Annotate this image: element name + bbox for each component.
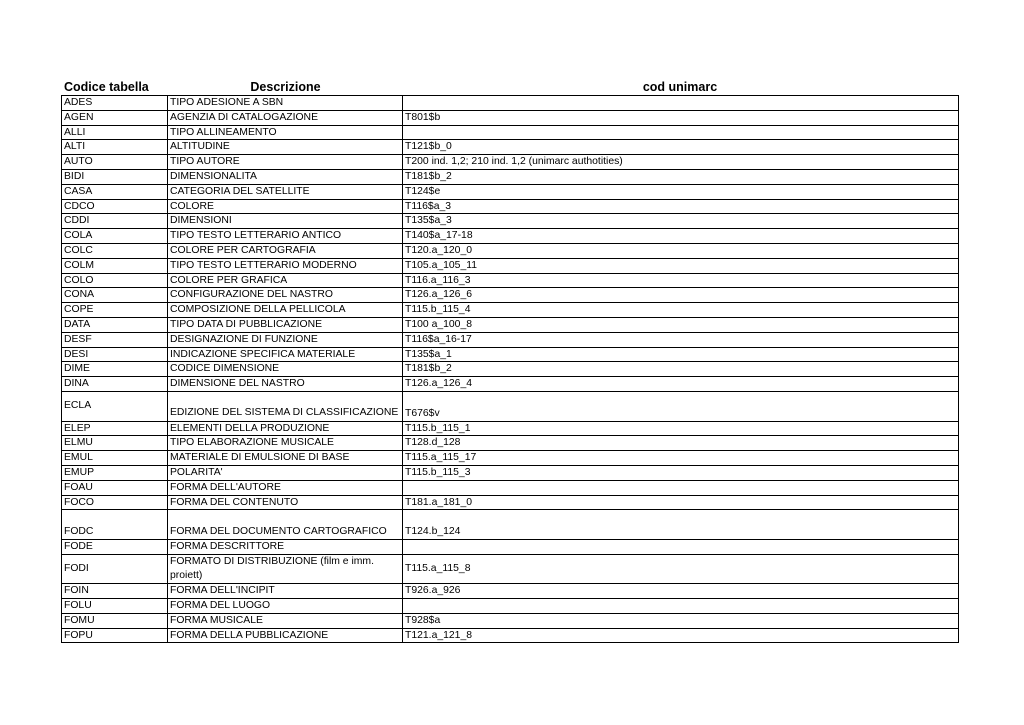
table-row — [62, 391, 959, 421]
cell-description: FORMA MUSICALE — [168, 613, 403, 628]
table-row — [62, 229, 959, 244]
table-row — [62, 465, 959, 480]
cell-code: ELEP — [62, 421, 168, 436]
cell-description: ELEMENTI DELLA PRODUZIONE — [168, 421, 403, 436]
cell-description: FORMA DEL DOCUMENTO CARTOGRAFICO — [168, 510, 403, 540]
cell-unimarc — [403, 539, 959, 554]
cell-code: EMUL — [62, 451, 168, 466]
cell-unimarc: T181.a_181_0 — [403, 495, 959, 510]
table-row — [62, 451, 959, 466]
cell-code: FOCO — [62, 495, 168, 510]
table-row — [62, 362, 959, 377]
cell-code: DATA — [62, 317, 168, 332]
table-row — [62, 169, 959, 184]
table-row — [62, 377, 959, 392]
table-row — [62, 303, 959, 318]
cell-code: CDCO — [62, 199, 168, 214]
cell-unimarc: T126.a_126_4 — [403, 377, 959, 392]
cell-description: FORMA DELLA PUBBLICAZIONE — [168, 628, 403, 643]
table-row — [62, 539, 959, 554]
cell-description: COMPOSIZIONE DELLA PELLICOLA — [168, 303, 403, 318]
cell-unimarc: T926.a_926 — [403, 584, 959, 599]
cell-unimarc: T115.b_115_1 — [403, 421, 959, 436]
cell-description: TIPO ALLINEAMENTO — [168, 125, 403, 140]
cell-description: TIPO DATA DI PUBBLICAZIONE — [168, 317, 403, 332]
cell-code: AGEN — [62, 110, 168, 125]
cell-unimarc: T124$e — [403, 184, 959, 199]
table-row — [62, 125, 959, 140]
table-row — [62, 554, 959, 584]
cell-description: TIPO ELABORAZIONE MUSICALE — [168, 436, 403, 451]
header-descrizione: Descrizione — [250, 80, 321, 94]
cell-code: ELMU — [62, 436, 168, 451]
cell-description: POLARITA' — [168, 465, 403, 480]
cell-code: COLC — [62, 243, 168, 258]
cell-code: DIME — [62, 362, 168, 377]
cell-description: CONFIGURAZIONE DEL NASTRO — [168, 288, 403, 303]
table-row — [62, 243, 959, 258]
cell-description: DIMENSIONE DEL NASTRO — [168, 377, 403, 392]
cell-code: BIDI — [62, 169, 168, 184]
cell-code: CONA — [62, 288, 168, 303]
code-table-body — [62, 96, 959, 643]
cell-code: FOMU — [62, 613, 168, 628]
header-codice-tabella: Codice tabella — [64, 80, 149, 94]
cell-code: COPE — [62, 303, 168, 318]
table-row — [62, 288, 959, 303]
cell-code: CASA — [62, 184, 168, 199]
cell-unimarc: T928$a — [403, 613, 959, 628]
cell-unimarc: T121.a_121_8 — [403, 628, 959, 643]
table-row — [62, 140, 959, 155]
cell-description: TIPO AUTORE — [168, 155, 403, 170]
header-cod-unimarc: cod unimarc — [642, 80, 718, 94]
cell-unimarc: T181$b_2 — [403, 362, 959, 377]
cell-code: ALTI — [62, 140, 168, 155]
cell-code: AUTO — [62, 155, 168, 170]
cell-unimarc: T135$a_1 — [403, 347, 959, 362]
cell-description: TIPO ADESIONE A SBN — [168, 96, 403, 111]
cell-description: EDIZIONE DEL SISTEMA DI CLASSIFICAZIONE — [168, 391, 403, 421]
cell-unimarc: T801$b — [403, 110, 959, 125]
cell-code: ADES — [62, 96, 168, 111]
cell-description: MATERIALE DI EMULSIONE DI BASE — [168, 451, 403, 466]
cell-code: COLA — [62, 229, 168, 244]
cell-code: DINA — [62, 377, 168, 392]
cell-unimarc: T121$b_0 — [403, 140, 959, 155]
cell-code: ECLA — [62, 391, 168, 421]
cell-unimarc: T181$b_2 — [403, 169, 959, 184]
cell-code: CDDI — [62, 214, 168, 229]
cell-unimarc: T120.a_120_0 — [403, 243, 959, 258]
cell-unimarc: T115.b_115_3 — [403, 465, 959, 480]
cell-code: FODI — [62, 554, 168, 584]
cell-unimarc: T676$v — [403, 391, 959, 421]
cell-unimarc: T115.b_115_4 — [403, 303, 959, 318]
table-row — [62, 155, 959, 170]
cell-description: INDICAZIONE SPECIFICA MATERIALE — [168, 347, 403, 362]
table-row — [62, 317, 959, 332]
cell-code: FODE — [62, 539, 168, 554]
cell-code: FOAU — [62, 480, 168, 495]
table-row — [62, 332, 959, 347]
table-row — [62, 199, 959, 214]
table-row — [62, 421, 959, 436]
table-row — [62, 480, 959, 495]
cell-description: COLORE — [168, 199, 403, 214]
cell-description: FORMA DELL'INCIPIT — [168, 584, 403, 599]
cell-code: DESI — [62, 347, 168, 362]
cell-unimarc: T116$a_3 — [403, 199, 959, 214]
cell-description: FORMA DEL LUOGO — [168, 599, 403, 614]
cell-description: DESIGNAZIONE DI FUNZIONE — [168, 332, 403, 347]
table-row — [62, 613, 959, 628]
cell-unimarc: T115.a_115_17 — [403, 451, 959, 466]
cell-unimarc — [403, 96, 959, 111]
cell-unimarc: T135$a_3 — [403, 214, 959, 229]
cell-unimarc: T116.a_116_3 — [403, 273, 959, 288]
cell-unimarc: T105.a_105_11 — [403, 258, 959, 273]
table-row — [62, 347, 959, 362]
cell-code: EMUP — [62, 465, 168, 480]
cell-unimarc: T115.a_115_8 — [403, 554, 959, 584]
cell-description: ALTITUDINE — [168, 140, 403, 155]
table-row — [62, 584, 959, 599]
cell-unimarc — [403, 599, 959, 614]
cell-description: COLORE PER CARTOGRAFIA — [168, 243, 403, 258]
cell-unimarc — [403, 480, 959, 495]
table-row — [62, 96, 959, 111]
cell-code: FODC — [62, 510, 168, 540]
cell-unimarc: T124.b_124 — [403, 510, 959, 540]
table-row — [62, 258, 959, 273]
cell-description: FORMA DELL'AUTORE — [168, 480, 403, 495]
cell-unimarc — [403, 125, 959, 140]
cell-code: DESF — [62, 332, 168, 347]
cell-unimarc: T126.a_126_6 — [403, 288, 959, 303]
table-row — [62, 599, 959, 614]
cell-description: AGENZIA DI CATALOGAZIONE — [168, 110, 403, 125]
cell-unimarc: T140$a_17-18 — [403, 229, 959, 244]
table-row — [62, 628, 959, 643]
cell-description: FORMA DESCRITTORE — [168, 539, 403, 554]
cell-unimarc: T128.d_128 — [403, 436, 959, 451]
cell-description: DIMENSIONI — [168, 214, 403, 229]
cell-description: FORMATO DI DISTRIBUZIONE (film e imm. proiett) — [168, 554, 403, 584]
cell-description: DIMENSIONALITA — [168, 169, 403, 184]
cell-unimarc: T100 a_100_8 — [403, 317, 959, 332]
cell-unimarc: T200 ind. 1,2; 210 ind. 1,2 (unimarc authotities) — [403, 155, 959, 170]
cell-code: ALLI — [62, 125, 168, 140]
cell-description: CODICE DIMENSIONE — [168, 362, 403, 377]
table-row — [62, 214, 959, 229]
cell-description: FORMA DEL CONTENUTO — [168, 495, 403, 510]
table-row — [62, 495, 959, 510]
cell-description: CATEGORIA DEL SATELLITE — [168, 184, 403, 199]
table-row — [62, 273, 959, 288]
cell-code: FOPU — [62, 628, 168, 643]
table-row — [62, 184, 959, 199]
cell-code: FOIN — [62, 584, 168, 599]
table-row — [62, 110, 959, 125]
cell-description: COLORE PER GRAFICA — [168, 273, 403, 288]
cell-code: COLO — [62, 273, 168, 288]
cell-description: TIPO TESTO LETTERARIO MODERNO — [168, 258, 403, 273]
code-table — [61, 95, 959, 643]
cell-unimarc: T116$a_16-17 — [403, 332, 959, 347]
table-row — [62, 510, 959, 540]
table-row — [62, 436, 959, 451]
cell-code: COLM — [62, 258, 168, 273]
cell-description: TIPO TESTO LETTERARIO ANTICO — [168, 229, 403, 244]
cell-code: FOLU — [62, 599, 168, 614]
